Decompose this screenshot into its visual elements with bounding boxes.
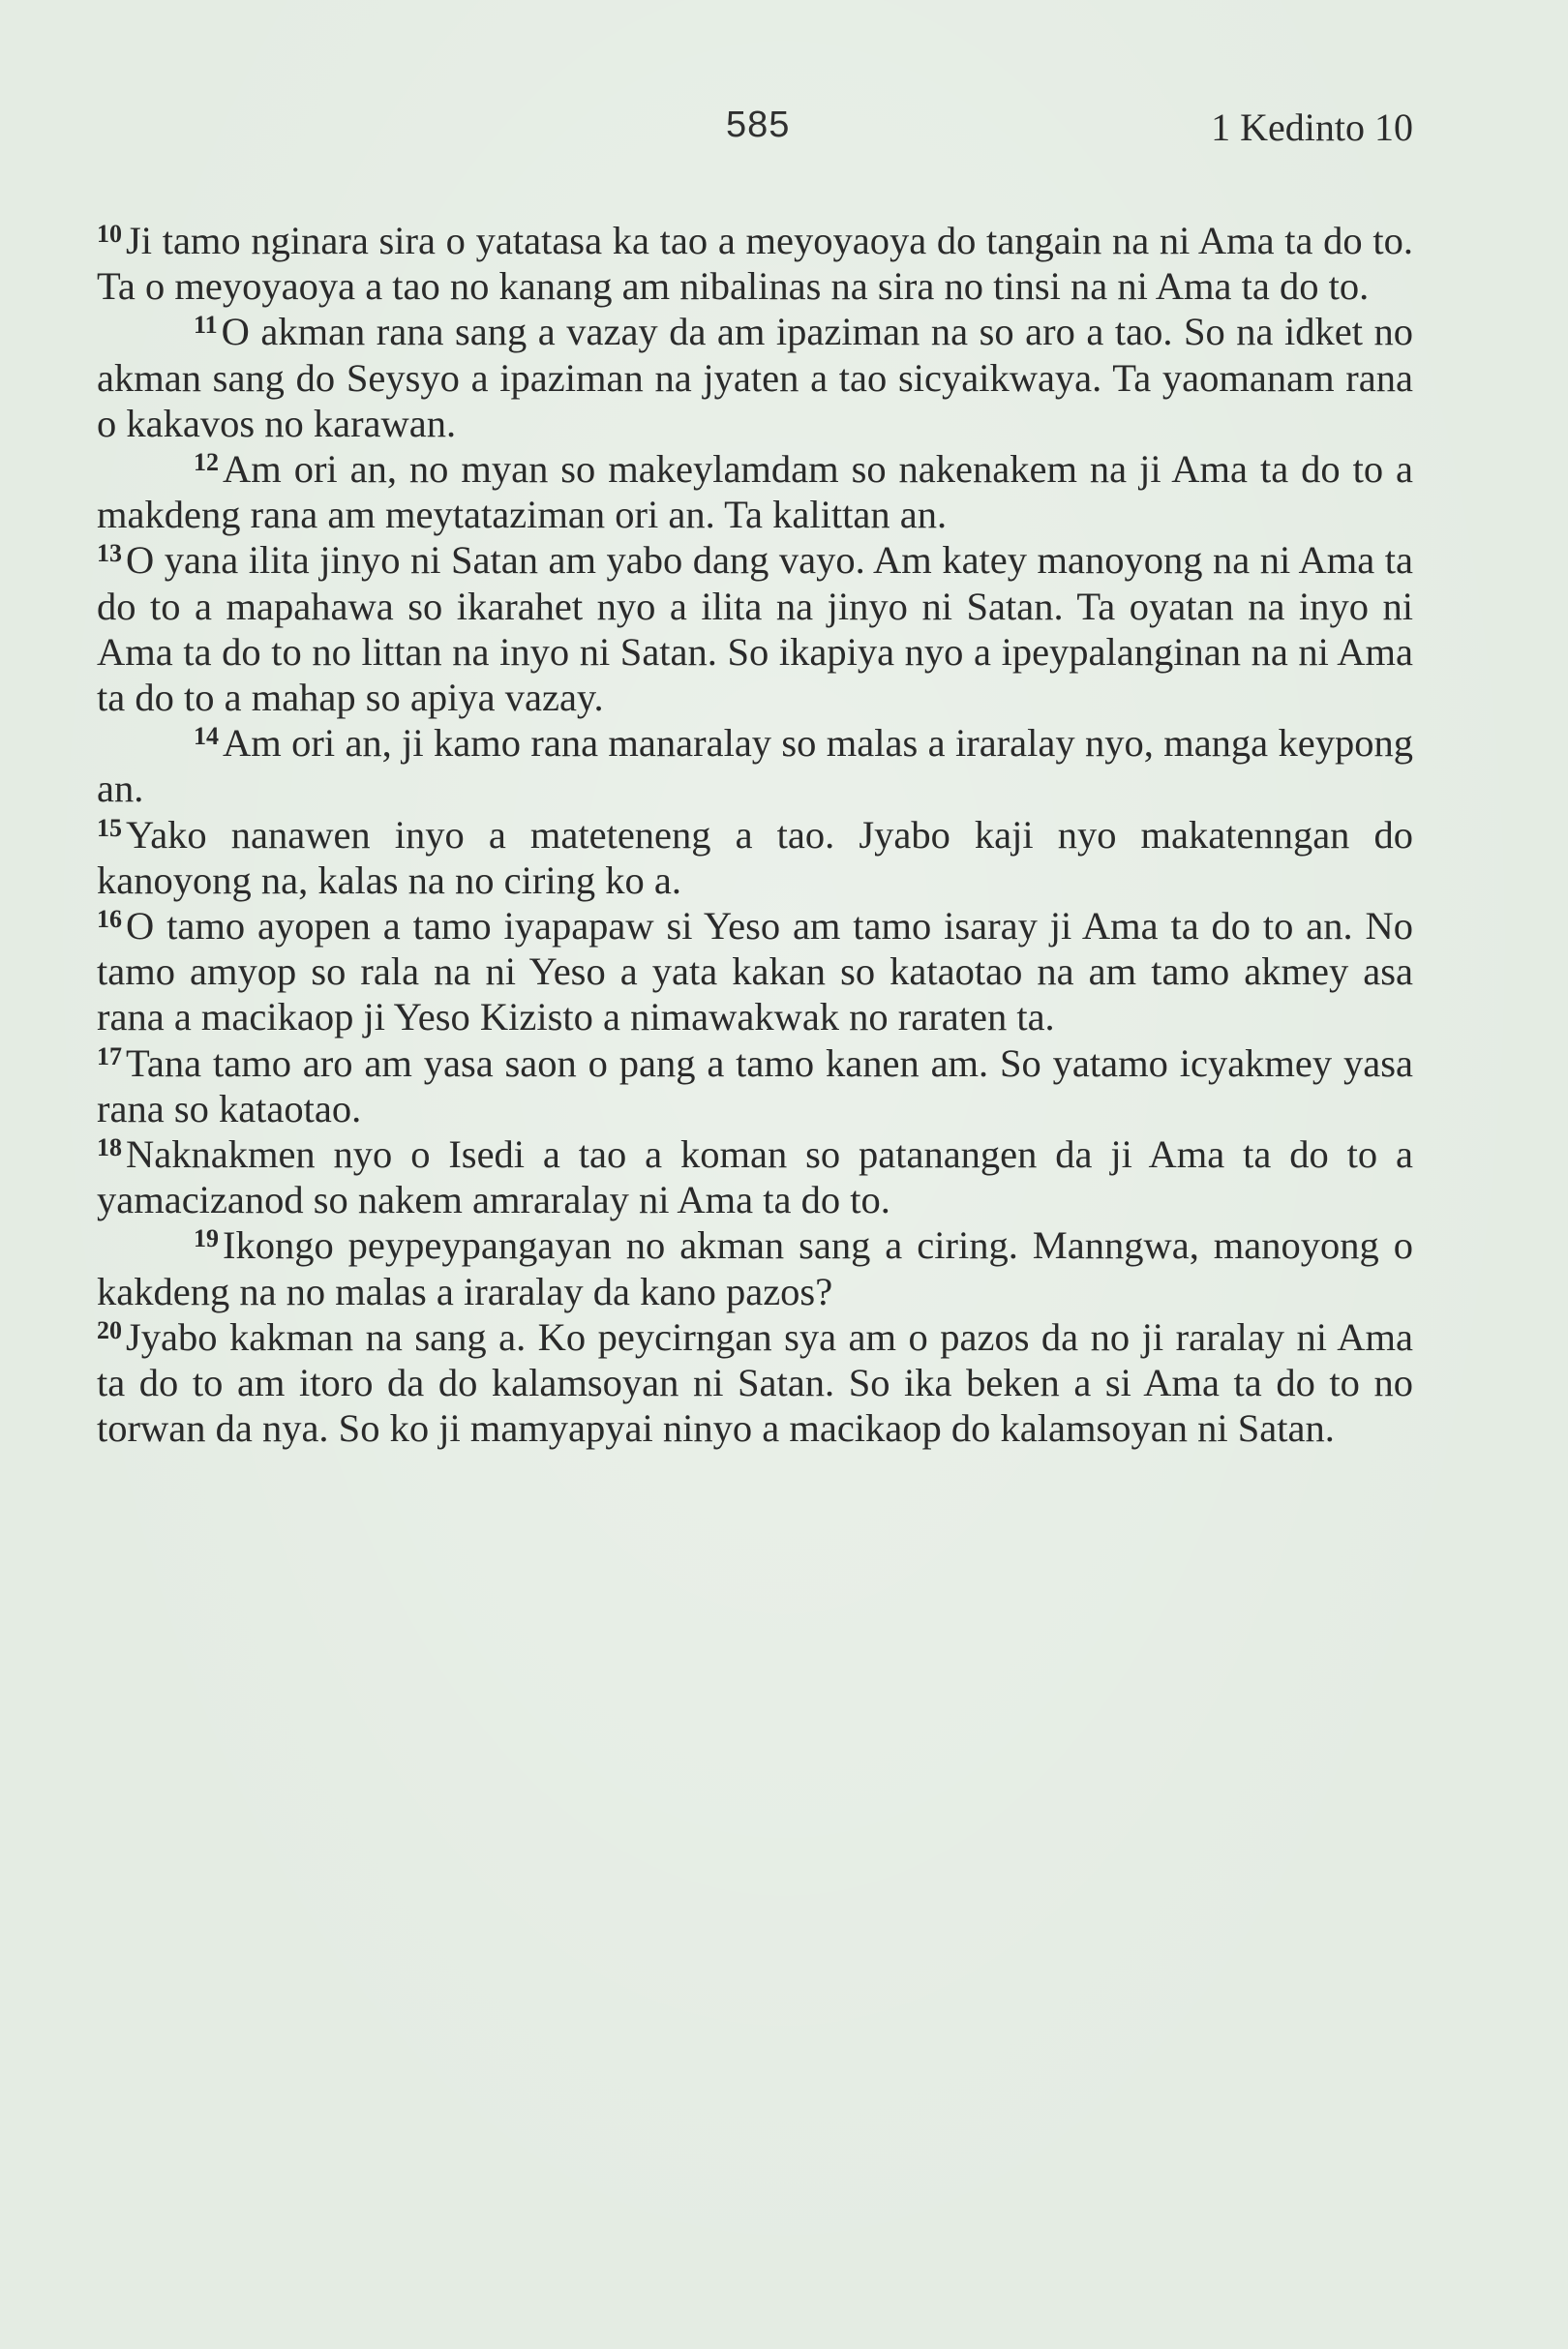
verse-text: Tana tamo aro am yasa saon o pang a tamo kanen am. So yatamo icyakmey yasa rana so kataotao. (97, 1040, 1413, 1130)
verse-text: O tamo ayopen a tamo iyapapaw si Yeso am tamo isaray ji Ama ta do to an. No tamo amyop so rala na ni Yeso a yata kakan so kataotao na am tamo akmey asa rana a macikaop ji Yeso Kizisto a nimawakwak no raraten ta. (97, 904, 1413, 1039)
verse-number: 12 (194, 448, 219, 477)
page-header (97, 105, 1413, 163)
verse-number: 14 (194, 722, 219, 751)
running-head: 1 Kedinto 10 (1211, 105, 1413, 149)
verse-15 (97, 812, 1413, 903)
verse-text: Am ori an, ji kamo rana manaralay so malas a iraralay nyo, manga keypong an. (97, 721, 1413, 811)
verse-18 (97, 1131, 1413, 1222)
verse-11 (97, 309, 1413, 446)
verse-20 (97, 1314, 1413, 1452)
verse-text: Am ori an, no myan so makeylamdam so nakenakem na ji Ama ta do to a makdeng rana am meytataziman ori an. Ta kalittan an. (97, 447, 1413, 537)
verse-number: 19 (194, 1224, 219, 1253)
verse-number: 20 (97, 1315, 122, 1344)
scripture-text (97, 218, 1413, 1451)
verse-text: O akman rana sang a vazay da am ipaziman na so aro a tao. So na idket no akman sang do Seysyo a ipaziman na jyaten a tao sicyaikwaya. Ta yaomanam rana o kakavos no karawan. (97, 310, 1413, 445)
verse-text: O yana ilita jinyo ni Satan am yabo dang vayo. Am katey manoyong na ni Ama ta do to a mapahawa so ikarahet nyo a ilita na jinyo ni Satan. Ta oyatan na inyo ni Ama ta do to no littan na inyo ni Satan. So ikapiya nyo a ipeypalanginan na ni Ama ta do to a mahap so apiya vazay. (97, 538, 1413, 720)
verse-13 (97, 537, 1413, 720)
verse-text: Yako nanawen inyo a mateteneng a tao. Jyabo kaji nyo makatenngan do kanoyong na, kalas na no ciring ko a. (97, 812, 1413, 902)
verse-text: Ji tamo nginara sira o yatatasa ka tao a meyoyaoya do tangain na ni Ama ta do to. Ta o meyoyaoya a tao no kanang am nibalinas na sira no tinsi na ni Ama ta do to. (97, 219, 1413, 309)
verse-text: Jyabo kakman na sang a. Ko peycirngan sya am o pazos da no ji raralay ni Ama ta do to am itoro da do kalamsoyan ni Satan. So ika beken a si Ama ta do to no torwan da nya. So ko ji mamyapyai ninyo a macikaop do kalamsoyan ni Satan. (97, 1314, 1413, 1451)
verse-number: 10 (97, 220, 122, 248)
page-number: 585 (726, 105, 791, 145)
verse-number: 16 (97, 905, 122, 934)
verse-10 (97, 218, 1413, 309)
verse-17 (97, 1040, 1413, 1131)
verse-text: Ikongo peypeypangayan no akman sang a ciring. Manngwa, manoyong o kakdeng na no malas a iraralay da kano pazos? (97, 1223, 1413, 1313)
verse-number: 15 (97, 813, 122, 842)
verse-16 (97, 903, 1413, 1040)
verse-12 (97, 446, 1413, 537)
verse-19 (97, 1222, 1413, 1313)
verse-number: 17 (97, 1041, 122, 1070)
verse-text: Naknakmen nyo o Isedi a tao a koman so patanangen da ji Ama ta do to a yamacizanod so nakem amraralay ni Ama ta do to. (97, 1132, 1413, 1222)
verse-number: 13 (97, 539, 122, 568)
verse-number: 18 (97, 1133, 122, 1162)
verse-14 (97, 720, 1413, 811)
verse-number: 11 (194, 311, 218, 340)
